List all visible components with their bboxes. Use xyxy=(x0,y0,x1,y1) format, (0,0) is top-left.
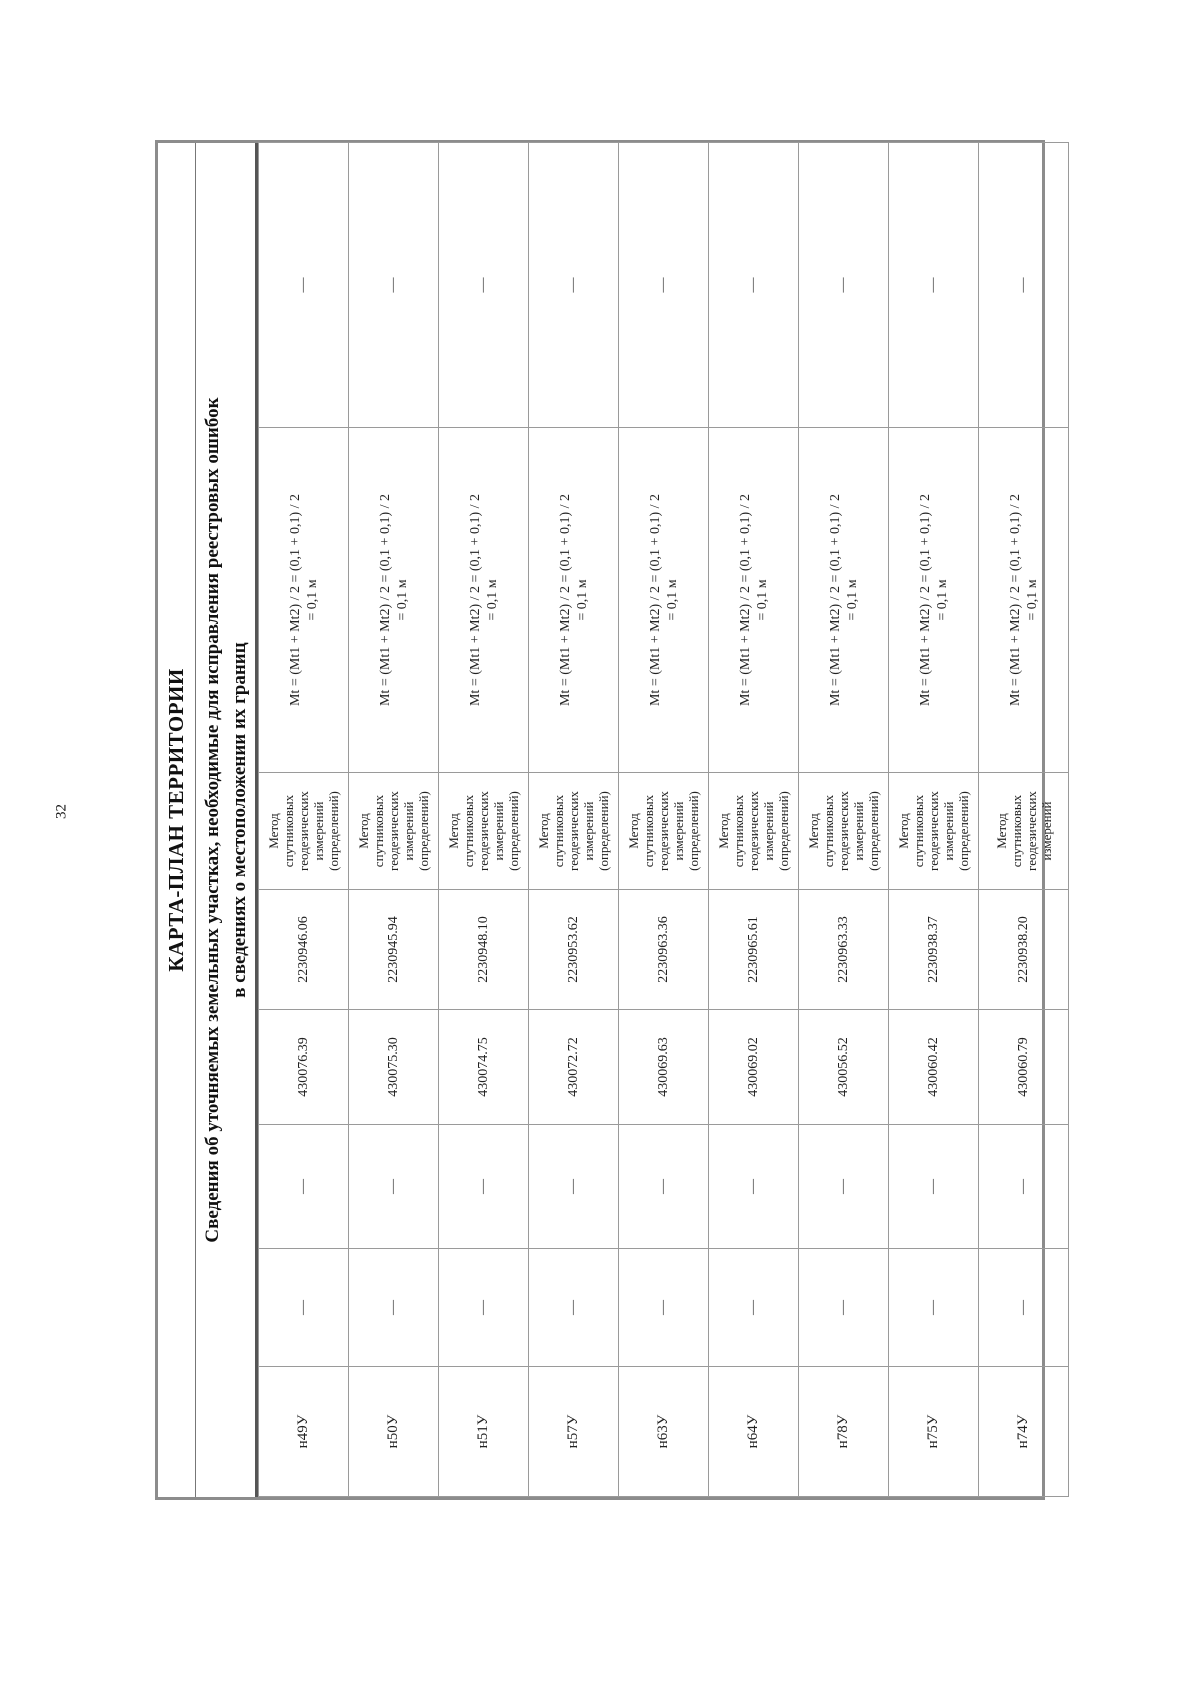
document-title: КАРТА-ПЛАН ТЕРРИТОРИИ xyxy=(158,143,196,1497)
method-line: Метод спутниковых xyxy=(896,794,926,868)
method-cell xyxy=(889,773,979,890)
method-line: Метод спутниковых xyxy=(993,794,1024,868)
y-coordinate: 2230948.10 xyxy=(439,890,529,1010)
x-coordinate: 430072.72 xyxy=(529,1010,619,1125)
old-y-value: — xyxy=(259,1125,349,1249)
y-coordinate: 2230938.37 xyxy=(889,890,979,1010)
old-x-value: — xyxy=(529,1249,619,1367)
old-y-value: — xyxy=(439,1125,529,1249)
method-line: геодезических xyxy=(926,791,941,871)
method-cell xyxy=(259,773,349,890)
point-name: н74У xyxy=(979,1367,1069,1497)
y-coordinate: 2230953.62 xyxy=(529,890,619,1010)
method-line: измерений xyxy=(851,801,866,861)
x-coordinate: 430060.42 xyxy=(889,1010,979,1125)
old-y-value: — xyxy=(979,1125,1069,1249)
formula-line: = 0,1 м xyxy=(934,579,950,621)
y-coordinate: 2230963.33 xyxy=(799,890,889,1010)
table-row xyxy=(709,143,799,1497)
accuracy-formula-cell xyxy=(259,428,349,773)
old-y-value: — xyxy=(529,1125,619,1249)
method-line: (определений) xyxy=(596,791,611,871)
method-line: измерений xyxy=(671,801,686,861)
formula-line: = 0,1 м xyxy=(664,579,680,621)
old-y-value: — xyxy=(799,1125,889,1249)
method-line: геодезических xyxy=(656,791,671,871)
method-line: (определений) xyxy=(776,791,791,871)
formula-line: Mt = (Mt1 + Mt2) / 2 = (0,1 + 0,1) / 2 xyxy=(287,493,303,707)
formula-line: Mt = (Mt1 + Mt2) / 2 = (0,1 + 0,1) / 2 xyxy=(377,493,393,707)
formula-line: Mt = (Mt1 + Mt2) / 2 = (0,1 + 0,1) / 2 xyxy=(557,493,573,707)
note-cell: — xyxy=(799,143,889,428)
x-coordinate: 430069.02 xyxy=(709,1010,799,1125)
note-cell: — xyxy=(889,143,979,428)
formula-line: Mt = (Mt1 + Mt2) / 2 = (0,1 + 0,1) / 2 xyxy=(917,493,933,707)
note-cell: — xyxy=(439,143,529,428)
method-line: Метод спутниковых xyxy=(266,794,296,868)
formula-line: = 0,1 м xyxy=(574,579,590,621)
old-x-value: — xyxy=(709,1249,799,1367)
table-row xyxy=(349,143,439,1497)
old-y-value: — xyxy=(349,1125,439,1249)
method-line: Метод спутниковых xyxy=(626,794,656,868)
formula-line: Mt = (Mt1 + Mt2) / 2 = (0,1 + 0,1) / 2 xyxy=(1007,493,1023,707)
point-name: н51У xyxy=(439,1367,529,1497)
note-cell: — xyxy=(529,143,619,428)
old-x-value: — xyxy=(619,1249,709,1367)
y-coordinate: 2230945.94 xyxy=(349,890,439,1010)
method-line: Метод спутниковых xyxy=(536,794,566,868)
method-line: (определений) xyxy=(866,791,881,871)
subtitle-line-1: Сведения об уточняемых земельных участках, необходимые для исправления реестровых ошибок xyxy=(202,397,223,1243)
method-cell xyxy=(709,773,799,890)
method-line: геодезических xyxy=(746,791,761,871)
method-line: геодезических xyxy=(1023,791,1039,871)
old-y-value: — xyxy=(709,1125,799,1249)
old-y-value: — xyxy=(619,1125,709,1249)
y-coordinate: 2230963.36 xyxy=(619,890,709,1010)
method-line: геодезических xyxy=(836,791,851,871)
x-coordinate: 430069.63 xyxy=(619,1010,709,1125)
method-line: Метод спутниковых xyxy=(716,794,746,868)
table-body xyxy=(259,143,1069,1497)
y-coordinate: 2230938.20 xyxy=(979,890,1069,1010)
x-coordinate: 430075.30 xyxy=(349,1010,439,1125)
table-row xyxy=(439,143,529,1497)
table-row xyxy=(619,143,709,1497)
note-cell: — xyxy=(619,143,709,428)
old-x-value: — xyxy=(799,1249,889,1367)
accuracy-formula-cell xyxy=(529,428,619,773)
old-x-value: — xyxy=(979,1249,1069,1367)
subtitle-line-2: в сведениях о местоположении их границ xyxy=(229,642,250,998)
table-row xyxy=(799,143,889,1497)
method-cell xyxy=(439,773,529,890)
formula-line: Mt = (Mt1 + Mt2) / 2 = (0,1 + 0,1) / 2 xyxy=(827,493,843,707)
formula-line: Mt = (Mt1 + Mt2) / 2 = (0,1 + 0,1) / 2 xyxy=(467,493,483,707)
note-cell: — xyxy=(709,143,799,428)
section-subtitle xyxy=(196,143,258,1497)
accuracy-formula-cell xyxy=(709,428,799,773)
old-x-value: — xyxy=(889,1249,979,1367)
page-number: 32 xyxy=(53,804,70,819)
x-coordinate: 430056.52 xyxy=(799,1010,889,1125)
table-row xyxy=(889,143,979,1497)
formula-line: = 0,1 м xyxy=(394,579,410,621)
table-row xyxy=(979,143,1069,1497)
x-coordinate: 430076.39 xyxy=(259,1010,349,1125)
formula-line: = 0,1 м xyxy=(754,579,770,621)
formula-line: Mt = (Mt1 + Mt2) / 2 = (0,1 + 0,1) / 2 xyxy=(737,493,753,707)
method-line: измерений xyxy=(581,801,596,861)
formula-line: = 0,1 м xyxy=(1024,579,1040,621)
point-name: н75У xyxy=(889,1367,979,1497)
note-cell: — xyxy=(979,143,1069,428)
method-cell xyxy=(529,773,619,890)
accuracy-formula-cell xyxy=(889,428,979,773)
point-name: н49У xyxy=(259,1367,349,1497)
method-line: геодезических xyxy=(386,791,401,871)
note-cell: — xyxy=(259,143,349,428)
method-line: Метод спутниковых xyxy=(806,794,836,868)
method-line: геодезических xyxy=(566,791,581,871)
method-cell xyxy=(349,773,439,890)
accuracy-formula-cell xyxy=(799,428,889,773)
point-name: н64У xyxy=(709,1367,799,1497)
method-cell xyxy=(619,773,709,890)
method-line: (определений) xyxy=(416,791,431,871)
method-line: Метод спутниковых xyxy=(446,794,476,868)
map-plan-sheet xyxy=(155,140,1054,1500)
method-line: (определений) xyxy=(326,791,341,871)
method-line: измерений xyxy=(311,801,326,861)
formula-line: Mt = (Mt1 + Mt2) / 2 = (0,1 + 0,1) / 2 xyxy=(647,493,663,707)
method-line: измерений xyxy=(941,801,956,861)
method-line: (определений) xyxy=(686,791,701,871)
point-name: н63У xyxy=(619,1367,709,1497)
y-coordinate: 2230946.06 xyxy=(259,890,349,1010)
rotated-content xyxy=(158,143,1054,1497)
x-coordinate: 430074.75 xyxy=(439,1010,529,1125)
accuracy-formula-cell xyxy=(349,428,439,773)
old-x-value: — xyxy=(439,1249,529,1367)
y-coordinate: 2230965.61 xyxy=(709,890,799,1010)
formula-line: = 0,1 м xyxy=(484,579,500,621)
table-row xyxy=(259,143,349,1497)
accuracy-formula-cell xyxy=(619,428,709,773)
method-line: измерений xyxy=(491,801,506,861)
boundary-points-table xyxy=(258,142,1069,1497)
old-x-value: — xyxy=(349,1249,439,1367)
note-cell: — xyxy=(349,143,439,428)
old-y-value: — xyxy=(889,1125,979,1249)
formula-line: = 0,1 м xyxy=(304,579,320,621)
method-line: (определений) xyxy=(956,791,971,871)
method-line: измерений xyxy=(401,801,416,861)
method-line: геодезических xyxy=(296,791,311,871)
method-cell xyxy=(799,773,889,890)
method-cell xyxy=(979,773,1069,890)
old-x-value: — xyxy=(259,1249,349,1367)
method-line: измерений xyxy=(761,801,776,861)
method-line: измерений xyxy=(1038,801,1054,861)
method-line: геодезических xyxy=(476,791,491,871)
point-name: н57У xyxy=(529,1367,619,1497)
accuracy-formula-cell xyxy=(439,428,529,773)
table-row xyxy=(529,143,619,1497)
accuracy-formula-cell xyxy=(979,428,1069,773)
method-line: Метод спутниковых xyxy=(356,794,386,868)
formula-line: = 0,1 м xyxy=(844,579,860,621)
point-name: н50У xyxy=(349,1367,439,1497)
point-name: н78У xyxy=(799,1367,889,1497)
x-coordinate: 430060.79 xyxy=(979,1010,1069,1125)
method-line: (определений) xyxy=(506,791,521,871)
